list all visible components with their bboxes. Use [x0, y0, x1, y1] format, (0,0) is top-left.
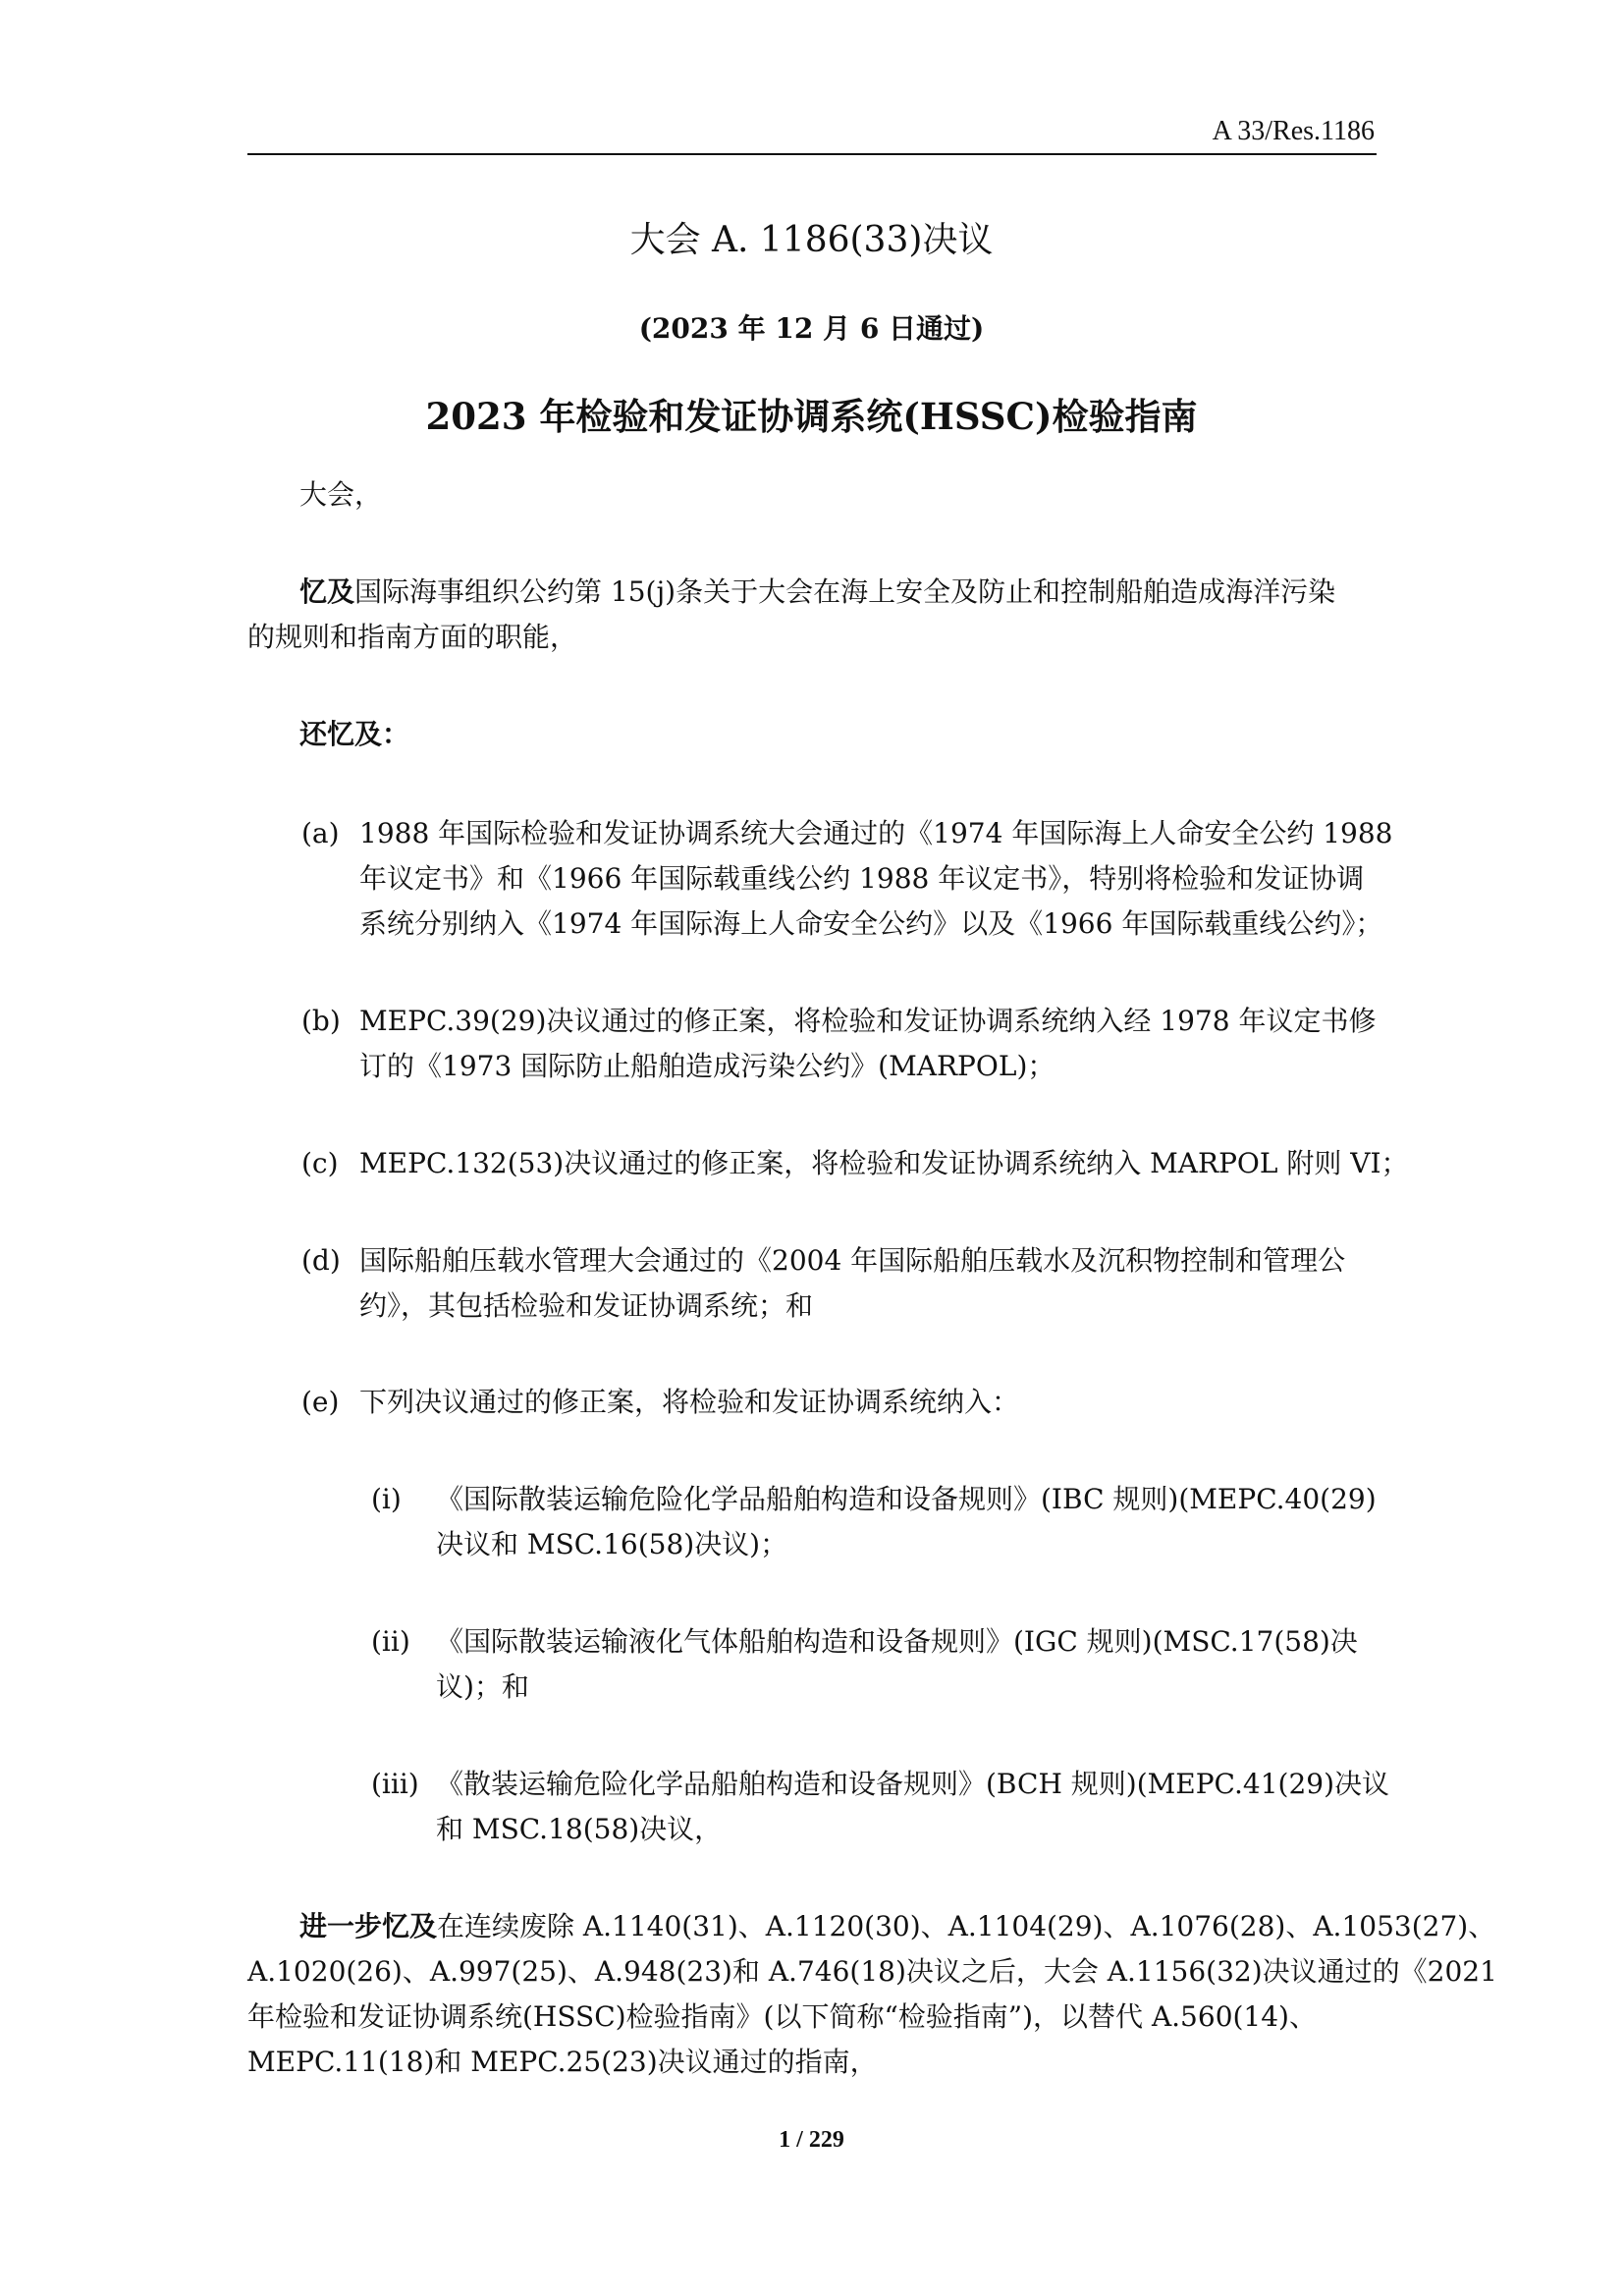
recalling-lead: 忆及	[299, 575, 355, 608]
item-b-line-1: MEPC.39(29)决议通过的修正案，将检验和发证协调系统纳入经 1978 年议定书修	[359, 1005, 1377, 1037]
item-label: (d)	[301, 1244, 341, 1277]
adoption-date: (2023 年 12 月 6 日通过)	[638, 312, 985, 345]
item-a-line-2: 年议定书》和《1966 年国际载重线公约 1988 年议定书》，特别将检验和发证协调	[359, 862, 1365, 895]
subitem-iii-line-2: 和 MSC.18(58)决议，	[436, 1813, 723, 1845]
item-label: (a)	[301, 817, 340, 849]
item-label: (c)	[301, 1147, 339, 1179]
document-reference: A 33/Res.1186	[1212, 116, 1375, 146]
item-a-line-3: 系统分别纳入《1974 年国际海上人命安全公约》以及《1966 年国际载重线公约》；	[359, 907, 1383, 940]
resolution-title: 大会 A. 1186(33)决议	[629, 220, 994, 260]
item-d-line-2: 约》，其包括检验和发证协调系统；和	[359, 1289, 814, 1322]
header-divider	[247, 153, 1377, 155]
subitem-ii-line-2: 议)；和	[436, 1670, 529, 1703]
further-recalling-text-1: 在连续废除 A.1140(31)、A.1120(30)、A.1104(29)、A.1076(28)、A.1053(27)、	[437, 1910, 1496, 1942]
resolution-subject: 2023 年检验和发证协调系统(HSSC)检验指南	[425, 395, 1198, 438]
subitem-i-line-1: 《国际散装运输危险化学品船舶构造和设备规则》(IBC 规则)(MEPC.40(29)	[436, 1483, 1377, 1515]
subitem-label: (i)	[371, 1483, 402, 1515]
further-recalling-line-3: 年检验和发证协调系统(HSSC)检验指南》(以下简称“检验指南”)，以替代 A.560(14)、	[247, 2000, 1317, 2033]
subitem-label: (ii)	[371, 1625, 410, 1658]
item-d-line-1: 国际船舶压载水管理大会通过的《2004 年国际船舶压载水及沉积物控制和管理公	[359, 1244, 1346, 1277]
item-a-line-1: 1988 年国际检验和发证协调系统大会通过的《1974 年国际海上人命安全公约 1988	[359, 817, 1393, 849]
further-recalling-line-4: MEPC.11(18)和 MEPC.25(23)决议通过的指南，	[247, 2046, 878, 2078]
subitem-iii-line-1: 《散装运输危险化学品船舶构造和设备规则》(BCH 规则)(MEPC.41(29)决议	[436, 1768, 1389, 1800]
subitem-ii-line-1: 《国际散装运输液化气体船舶构造和设备规则》(IGC 规则)(MSC.17(58)决	[436, 1625, 1358, 1658]
further-recalling-lead: 进一步忆及	[299, 1910, 438, 1942]
item-label: (b)	[301, 1005, 341, 1037]
also-recalling: 还忆及：	[299, 718, 410, 750]
further-recalling-line-2: A.1020(26)、A.997(25)、A.948(23)和 A.746(18)决议之后，大会 A.1156(32)决议通过的《2021	[247, 1955, 1497, 1988]
page-number: 1 / 229	[779, 2127, 844, 2153]
item-e-line-1: 下列决议通过的修正案，将检验和发证协调系统纳入：	[359, 1386, 1020, 1418]
assembly-line: 大会，	[299, 478, 383, 511]
item-label: (e)	[301, 1386, 340, 1418]
recalling-text-1: 国际海事组织公约第 15(j)条关于大会在海上安全及防止和控制船舶造成海洋污染	[354, 575, 1336, 608]
recalling-line-1	[299, 570, 1335, 615]
recalling-line-2: 的规则和指南方面的职能，	[247, 621, 578, 653]
item-c-line-1: MEPC.132(53)决议通过的修正案，将检验和发证协调系统纳入 MARPOL 附则 VI；	[359, 1147, 1409, 1179]
further-recalling-line-1	[299, 1904, 1495, 1949]
subitem-i-line-2: 决议和 MSC.16(58)决议)；	[436, 1528, 788, 1560]
subitem-label: (iii)	[371, 1768, 419, 1800]
item-b-line-2: 订的《1973 国际防止船舶造成污染公约》(MARPOL)；	[359, 1050, 1055, 1082]
